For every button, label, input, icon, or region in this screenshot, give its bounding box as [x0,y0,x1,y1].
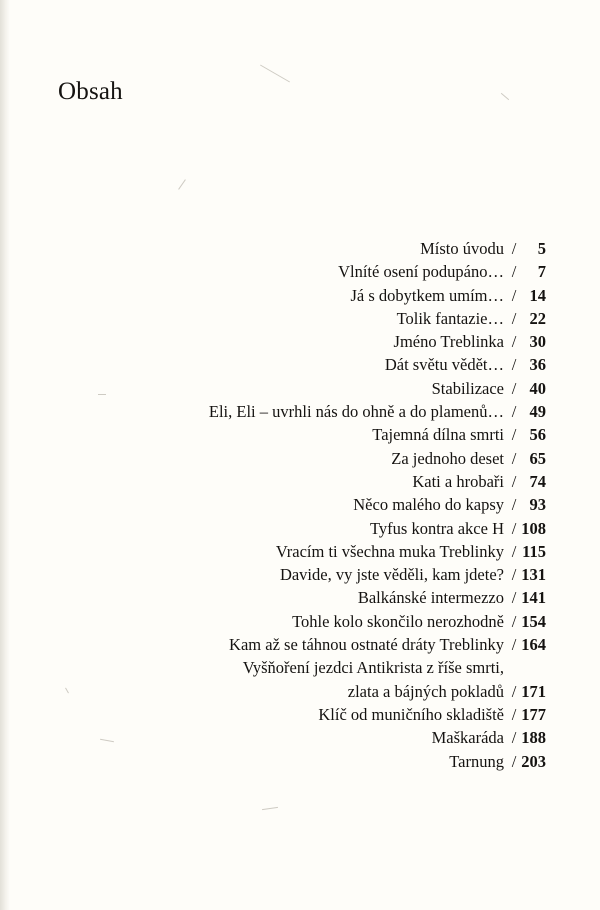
toc-entry [209,517,546,540]
toc-entry [209,703,546,726]
toc-entry-title: Tyfus kontra akce H [369,518,504,538]
toc-entry-separator: / [511,541,517,561]
toc-entry [209,377,546,400]
toc-entry [209,237,546,260]
toc-entry-title: Balkánské intermezzo [357,588,504,608]
toc-entry-separator: / [511,332,517,352]
toc-entry-page: 154 [521,611,546,631]
toc-entry-title: Tajemná dílna smrti [372,425,504,445]
toc-entry-separator: / [511,262,517,282]
toc-entry-page: 93 [529,495,546,515]
toc-entry-separator: / [511,681,517,701]
toc-entry [209,330,546,353]
toc-entry-separator: / [511,635,517,655]
toc-entry-separator: / [511,471,517,491]
toc-entry-separator: / [511,751,517,771]
paper-mark [260,65,290,83]
toc-entry [209,284,546,307]
toc-entry [209,353,546,376]
toc-entry [209,726,546,749]
toc-entry-separator: / [511,588,517,608]
toc-entry-page: 5 [537,239,546,258]
toc-entry [209,750,546,773]
toc-entry [209,610,546,633]
toc-entry-title: Tolik fantazie… [396,308,504,328]
toc-entry-page: 22 [529,308,546,328]
toc-entry-page: 141 [521,588,546,608]
toc-entry [209,540,546,563]
toc-entry-separator: / [511,355,517,375]
toc-entry-page: 7 [537,262,546,282]
toc-entry-title: Dát světu vědět… [384,355,504,375]
toc-entry-page: 171 [521,681,546,701]
toc-entry-title: Tohle kolo skončilo nerozhodně [292,611,504,631]
toc-entry-title: Místo úvodu [420,239,504,258]
toc-entry-separator: / [511,285,517,305]
toc-entry-separator: / [511,518,517,538]
toc-entry-separator: / [511,308,517,328]
toc-entry-separator: / [511,378,517,398]
toc-entry [209,260,546,283]
toc-entry-page: 177 [521,704,546,724]
toc-entry-title [243,656,504,703]
toc-entry-page: 14 [529,285,546,305]
toc-entry-separator: / [511,239,517,258]
toc-entry-title: Eli, Eli – uvrhli nás do ohně a do plamenů… [208,402,504,422]
toc-entry-title: Za jednoho deset [391,448,504,468]
toc-entry [209,586,546,609]
toc-entry [209,563,546,586]
toc-entry-page: 188 [521,728,546,748]
toc-entry-title: Kati a hrobaři [412,471,504,491]
toc-entry-page: 131 [521,565,546,585]
paper-mark [98,394,106,395]
toc-entry-page: 164 [521,635,546,655]
paper-mark [501,93,509,100]
toc-entry [209,307,546,330]
toc-entry-page: 115 [522,541,546,561]
toc-entry-title: Klíč od muničního skladiště [318,704,504,724]
toc-entry-separator: / [511,565,517,585]
toc-entry-page: 65 [529,448,546,468]
toc-entry-separator: / [511,448,517,468]
toc-entry-separator: / [511,728,517,748]
toc-entry-page: 30 [529,332,546,352]
toc-entry [209,493,546,516]
toc-entry-page: 74 [529,471,546,491]
paper-mark [178,179,186,189]
toc-entry-separator: / [511,704,517,724]
toc-entry-page: 36 [529,355,546,375]
paper-mark [65,688,69,694]
toc-entry-page: 203 [521,751,546,771]
toc-entry-page: 49 [529,402,546,422]
toc-entry-title-line: Vyšňoření jezdci Antikrista z říše smrti, [242,658,504,678]
toc-entry-separator: / [511,402,517,422]
page-edge-shadow [0,0,10,910]
toc-entry [209,423,546,446]
toc-entry-separator: / [511,495,517,515]
toc-entry-title: Něco malého do kapsy [353,495,504,515]
paper-mark [100,739,114,742]
toc-entry-title: Já s dobytkem umím… [350,285,504,305]
toc-entry-separator: / [511,611,517,631]
toc-entry-page: 40 [529,378,546,398]
toc-entry [209,633,546,656]
toc-entry [209,470,546,493]
toc-entry-title: Kam až se táhnou ostnaté dráty Treblinky [229,635,504,655]
toc-entry-title: Tarnung [449,751,504,771]
toc-entry-title: Maškaráda [431,728,504,748]
toc-entry-title: Stabilizace [431,378,504,398]
toc-entry-title: Davide, vy jste věděli, kam jdete? [279,565,504,585]
table-of-contents [209,237,546,773]
toc-entry-page: 108 [521,518,546,538]
page-title: Obsah [58,78,123,105]
toc-entry-title: Vracím ti všechna muka Treblinky [275,541,504,561]
toc-entry-separator: / [511,425,517,445]
paper-mark [262,807,278,810]
toc-entry-title-line: zlata a bájných pokladů [347,681,504,701]
toc-entry [209,400,546,423]
toc-entry-title: Vlníté osení podupáno… [338,262,504,282]
toc-entry [209,447,546,470]
toc-entry [209,656,546,703]
toc-entry-page: 56 [529,425,546,445]
toc-entry-title: Jméno Treblinka [393,332,504,352]
